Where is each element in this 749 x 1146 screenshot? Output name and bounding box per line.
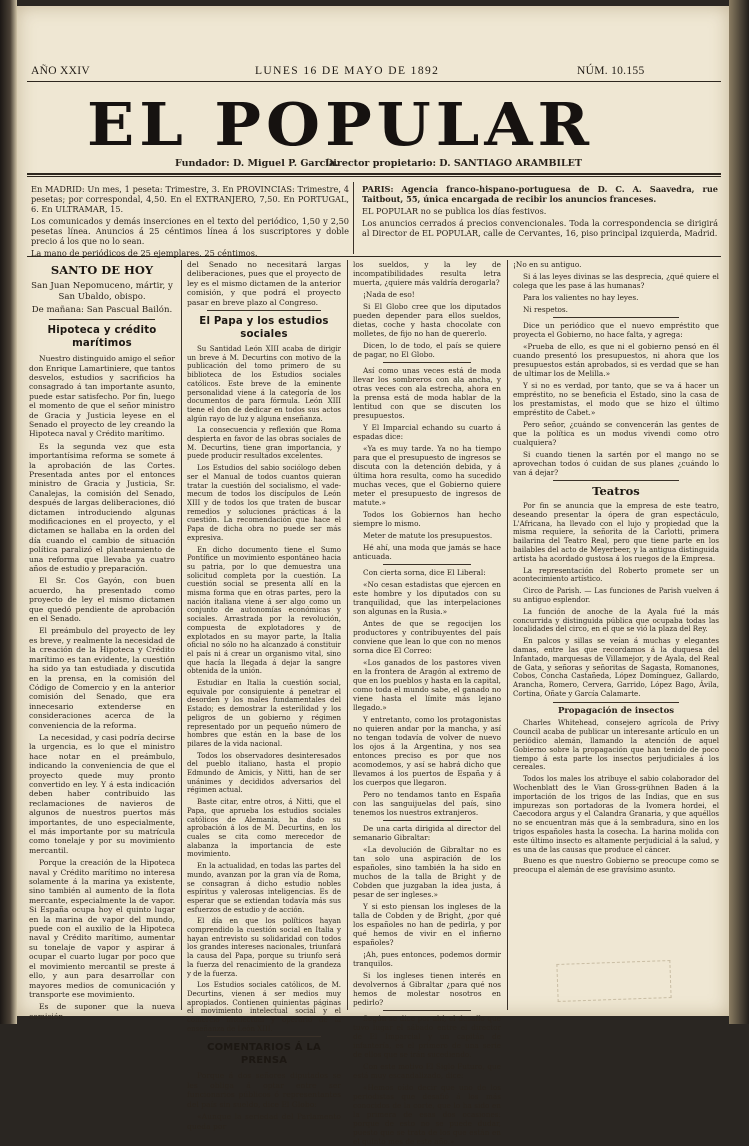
- column-2: [187, 260, 341, 1131]
- bundle-price: La mano de periódicos de 25 ejemplares, 25 céntimos.: [31, 248, 258, 258]
- issue-number: NÚM. 10.155: [577, 65, 645, 77]
- column-4: [513, 260, 719, 1012]
- theatre-paragraph: Circo de Parish. — Las funciones de Parish vuelven á su antiguo esplendor.: [513, 586, 719, 604]
- press-quote: los sueldos, y la ley de incompatibilidades resulta letra muerta, ¿quiere más valdría derogarla?: [353, 260, 501, 287]
- theatre-paragraph: En palcos y sillas se veían á muchas y elegantes damas, entre las que recordamos á la duquesa del Infantado, marquesas de Villamejor, y de Ayala, del Real de Gata, y señoras y señoritas de Sagasta, Romanones, Cobos, Concha Castañeda, López Domínguez, Gallardo, Arancha, Romero, Cervera, Garrido, López Bago, Ávila, Cortina, Oñate y García Calamarte.: [513, 636, 719, 698]
- date-label: LUNES 16 DE MAYO DE 1892: [255, 65, 440, 77]
- column-3: [353, 260, 501, 1146]
- theatre-paragraph: Por fin se anuncia que la empresa de este teatro, deseando presentar la ópera de gran espectáculo, L'Africana, ha llevado con el lujo y propiedad que la misma requiere, la señorita de la Carlotti, primera bailarina del Teatro Real, pero que tiene parte en los bailables del acto de Meyerbeer, y la antigua distinguida artista ha acordado gustosa á los ruegos de la Empresa.: [513, 501, 719, 563]
- pope-paragraph: Los Estudios sociales católicos, de M. Decurtins, vienen á ser medios muy apropiados. Contienen quinientas páginas el movimiento intelectual social y el comercio intelectual y operario de la enseñanza de León XIII.: [187, 981, 341, 1033]
- press-paragraph: Según se dice por ahí, el desafío que tuvo lugar el sábado entre el director de El Imparcial y un capitán de infantería, es el primero de una serie de ellos que se irán sucediendo.: [353, 1014, 501, 1059]
- press-paragraph: Pero señor, ¿cuándo se convencerán las gentes de que la política es un modus vivendi como otro cualquiera?: [513, 420, 719, 447]
- press-paragraph: ¡Ah, pues entonces, podemos dormir tranquilos.: [353, 950, 501, 968]
- press-paragraph: Pero no tendamos tanto en España con las sanguijuelas del país, sino tenemos los nuestros extranjeros.: [353, 790, 501, 817]
- press-paragraph: «Aunque la seriedad del Parlamento queda por: [187, 1112, 341, 1131]
- mortgage-paragraph: Es la segunda vez que esta importantísima reforma se somete á la aprobación de las Cortes. Presentada antes por el entonces ministro de Gracia y Justicia, Sr. Canalejas, la comisión del Senado, después de largas deliberaciones, dió dictamen introduciendo algunas modificaciones en el proyecto, y el dictamen se hallaba en la orden del día cuando el cambio de situación política paralizó el planteamiento de una reforma que llevaba ya cuatro años de estudio y preparación.: [29, 441, 175, 574]
- newspaper-title: EL POPULAR: [87, 89, 594, 160]
- press-paragraph: De una carta dirigida al director del semanario Gibraltar:: [353, 824, 501, 842]
- pope-paragraph: La consecuencia y reflexión que Roma despierta en favor de las obras sociales de M. Decurtins, tiene gran importancia, y puede producir resultados excelentes.: [187, 426, 341, 461]
- press-paragraph: Meter de matute los presupuestos.: [363, 531, 493, 540]
- press-paragraph: Con cierta sorna, dice El Liberal:: [363, 568, 486, 577]
- newspaper-page: [17, 6, 729, 1146]
- paris-agency: PARIS: Agencia franco-hispano-portuguesa de D. C. A. Saavedra, rue Taitbout, 55, única encargada de recibir los anuncios franceses.: [362, 184, 718, 204]
- book-binding-spine: [0, 0, 17, 1024]
- press-quote: «Prueba de ello, es que ni el gobierno pensó en él cuando presentó los presupuestos, ni ahora que los presupuestos están aprobados, si es verdad que se han de ultimar los de Melilla.»: [513, 342, 719, 378]
- article-heading-mortgage: Hipoteca y crédito marítimos: [47, 325, 157, 350]
- director-credit: Director propietario: D. SANTIAGO ARAMBILET: [325, 158, 582, 169]
- pope-paragraph: En dicho documento tiene el Sumo Pontífice un movimiento espontáneo hacia su patria, por lo que demuestra una solicitud completa por la cuestión. La cuestión social se presenta allí en la misma forma que en otras partes, pero la nación italiana viene á ser algo como un conjunto de autonomías económicas y sociales. Arrastrada por la revolución, compuesta de explotadores y de explotados en su mayor parte, la Italia oficial no sólo no ha alcanzado á constituir el país ni á crear un organismo vital, sino que hacía la llegada á dejar la sangre obtenida de la unión.: [187, 545, 341, 676]
- press-paragraph: Con este motivo El Siglo Futuro, que está muy escandalizado, dice:: [353, 1062, 501, 1080]
- column-1: [29, 260, 176, 1021]
- insects-heading: Propagación de insectos: [557, 705, 675, 716]
- press-paragraph: Todos los Gobiernos han hecho siempre lo mismo.: [353, 510, 501, 528]
- correspondence-notice: Los anuncios cerrados á precios convencionales. Toda la correspondencia se dirigirá al Director de EL POPULAR, calle de Cervantes, 16, piso principal izquierda, Madrid.: [362, 218, 718, 238]
- press-paragraph: Y entretanto, como los protagonistas no quieren andar por la mancha, y así no tengan todavía de volver de nuevo los ojos á la Argentina, y nos sea entonces preciso es por que nos acomodemos, y así se habrá dicho que llevamos á los puertos de España y á los cuerpos que llegaron.: [353, 715, 501, 787]
- mortgage-paragraph: El preámbulo del proyecto de ley es breve, y realmente la necesidad de la creación de la Hipoteca y Crédito marítimo es tan evidente, la cuestión ha sido ya tan estudiada y discutida en la prensa, en la comisión del Código de Comercio y en la anterior comisión del Senado, que era innecesario extenderse en consideraciones acerca de la conveniencia de la reforma.: [29, 626, 175, 730]
- press-paragraph: Así como unas veces está de moda llevar los sombreros con ala ancha, y otras veces con ala estrecha, ahora en la prensa está de moda hablar de la lentitud con que se discuten los presupuestos.: [353, 366, 501, 420]
- press-paragraph: Si los ingleses tienen interés en devolvernos á Gibraltar ¿para qué nos hemos de molestar nosotros en pedirlo?: [353, 971, 501, 1007]
- press-paragraph: ¡Nada de eso!: [363, 290, 415, 299]
- press-paragraph: Ni respetos.: [523, 305, 568, 314]
- library-stamp: [556, 960, 671, 1002]
- agency-info: [362, 184, 718, 240]
- theatre-paragraph: La función de anoche de la Ayala fué la más concurrida y distinguida pública que ocupaba todas las localidades del circo, en el que se vió la plaza del Rey.: [513, 606, 719, 634]
- holiday-notice: EL POPULAR no se publica los días festivos.: [362, 206, 547, 216]
- pope-paragraph: El día en que los políticos hayan comprendido la cuestión social en Italia y hayan entrevisto su solidaridad con todos los grandes intereses nacionales, triunfará la causa del Papa, porque su triunfo será la fuerza del renacimiento de la grandeza y de la fuerza.: [187, 917, 341, 978]
- saint-heading: SANTO DE HOY: [50, 263, 154, 277]
- mortgage-paragraph: Porque la creación de la Hipoteca naval y Crédito marítimo no interesa solamente á la marina ya existente, sino también al aumento de la flota mercante, especialmente la de vapor. Si España ocupa hoy el quinto lugar en la marina de vapor del mundo, puede con el auxilio de la Hipoteca naval y Crédito marítimo, aumentar su tonelaje de vapor y aspirar á ocupar el cuarto lugar por poco que el movimiento mercantil se preste á ello, y aun para desarrollar con mayores medios de comunicación y transporte ese movimiento.: [29, 858, 175, 999]
- mortgage-paragraph: Nuestro distinguido amigo el señor don Enrique Lamartiniere, que tantos desvelos, estudios y sacrificios ha consagrado á tan importante asunto, puede estar satisfecho. Por fin, luego el momento de que el señor ministro de Gracia y Justicia leyese en el Senado el proyecto de ley creando la Hipoteca naval y Crédito marítimo.: [29, 354, 176, 439]
- press-quote: «Hemos oído decir que uno de los periodistas que desafió á los más conocidos de la corte, que lo ha sido en la primera de esas dos ocasiones: porque de esto no se puede dudar, puesto que se trata de los que están en el quinto mes de este año.»: [353, 1083, 501, 1146]
- article-heading-press: COMENTARIOS Á LA PRENSA: [207, 1042, 321, 1067]
- press-paragraph: Para los valientes no hay leyes.: [523, 293, 639, 302]
- saint-tomorrow: De mañana: San Pascual Bailón.: [31, 305, 173, 316]
- press-paragraph: Hé ahí, una moda que jamás se hace anticuada.: [353, 543, 501, 561]
- year-label: AÑO XXIV: [31, 65, 90, 77]
- press-paragraph: Antes de que se regocijen los productores y contribuyentes del país conviene que lean lo que con no menos sorna dice El Correo:: [353, 619, 501, 655]
- saint-text: San Juan Nepomuceno, mártir, y San Ubaldo, obispo.: [31, 281, 173, 302]
- press-paragraph: Dice un periódico que el nuevo empréstito que proyecta el Gobierno, no hace falta, y agrega:: [513, 321, 719, 339]
- press-paragraph: ¡No en su antiguo.: [513, 260, 582, 269]
- mortgage-paragraph: El Sr. Cos Gayón, con buen acuerdo, ha presentado como proyecto de ley el mismo dictamen que quedó pendiente de aprobación en el Senado.: [29, 576, 175, 624]
- press-paragraph: Y si esto piensan los ingleses de la talla de Cobden y de Bright, ¿por qué los españoles no han de pedirla, y por qué hemos de vivir en el infierno españoles?: [353, 902, 501, 947]
- press-quote: «Los ganados de los pastores viven en la frontera de Aragón al extremo de que en los pueblos y hasta en la capital, como toda el mundo sabe, el ganado no viene hasta el límite más lejano llegado.»: [353, 658, 501, 712]
- article-heading-pope: El Papa y los estudios sociales: [199, 316, 329, 341]
- press-paragraph: Porque á dos señores diputados se les obliga á optar entre ser funcionarios públicos ó representantes del país sin sueldo, dice El Globo:: [187, 1071, 341, 1109]
- founder-credit: Fundador: D. Miguel P. García.: [175, 158, 339, 169]
- press-quote: «Ya es muy tarde. Ya no ha tiempo para que el presupuesto de ingresos se discuta con la detención debida, y á última hora resulta, como ha sucedido muchas veces, que el Gobierno quiere meter el presupuesto de ingresos de matute.»: [353, 444, 501, 507]
- press-paragraph: Y si no es verdad, por tanto, que se va á hacer un empréstito, no se beneficia el Estado, sino la casa de los prestamistas, el modo que se hizo el último empréstito de Cabet.»: [513, 381, 719, 417]
- pope-paragraph: Estudiar en Italia la cuestión social, equivale por consiguiente á penetrar el desorden y los males fundamentales del Estado; es demostrar la esterilidad y los peligros de un gobierno y régimen representado por un pequeño número de hombres que están en la base de los pilares de la vida nacional.: [187, 679, 341, 748]
- subscription-info: [31, 184, 349, 260]
- press-paragraph: Si cuando tienen la sartén por el mango no se aprovechan todos ó cuidan de sus planes ¿cuándo lo van á dejar?: [513, 450, 719, 477]
- mortgage-paragraph: Es de suponer que la nueva comisión: [29, 1002, 175, 1021]
- pope-paragraph: En la actualidad, en todas las partes del mundo, avanzan por la gran vía de Roma, se consagran á dicho estudio nobles espíritus y valerosas inteligencias. Es de esperar que se extiendan todavía más sus esfuerzos de estudio y de acción.: [187, 862, 341, 914]
- theatre-heading: Teatros: [592, 484, 640, 498]
- theatre-paragraph: La representación del Roberto promete ser un acontecimiento artístico.: [513, 565, 719, 584]
- pope-paragraph: Todos los observadores desinteresados del pueblo italiano, hasta el propio Edmundo de Amicis, y Nitti, han de ser unánimes y decididos adversarios del régimen actual.: [187, 751, 341, 795]
- pope-paragraph: Los Estudios del sabio sociólogo deben ser el Manual de todos cuantos quieran tratar la cuestión del socialismo, el vade-mecum de todos los discípulos de León XIII y de todos los que traten de buscar remedios y soluciones prácticas á la cuestión. La recomendación que hace el Papa de dicha obra no puede ser más expresiva.: [187, 464, 341, 542]
- insects-paragraph: Charles Whitehead, consejero agrícola de Privy Council acaba de publicar un interesante artículo en un periódico alemán, llamando la atención de aquel Gobierno sobre la propagación que han tenido de poco tiempo á esta parte los insectos perjudiciales á los cereales.: [513, 718, 719, 772]
- senate-paragraph: del Senado no necesitará largas deliberaciones, pues que el proyecto de ley es el mismo dictamen de la anterior comisión, y que podrá el proyecto pasar en breve plazo al Congreso.: [187, 260, 341, 307]
- next-page-edge: [729, 0, 749, 1024]
- insects-paragraph: Bueno es que nuestro Gobierno se preocupe como se preocupa el alemán de ese gravísimo asunto.: [513, 856, 719, 875]
- press-quote: «No cesan estadistas que ejercen en este hombre y los diputados con su tranquilidad, que las interpelaciones son algunas en la Rusia.»: [353, 580, 501, 616]
- press-paragraph: Y El Imparcial echando su cuarto á espadas dice:: [353, 423, 501, 441]
- insertion-prices: Los comunicados y demás inserciones en el texto del periódico, 1,50 y 2,50 pesetas línea. Anuncios á 25 céntimos línea á los suscriptores y doble precio á los que no lo sean.: [31, 216, 349, 246]
- insects-paragraph: Todos los males los atribuye el sabio colaborador del Wochenblatt des le Vian Gross-grühnen Baden á la importación de los trigos de las Indias, que en sus impurezas son portadoras de la Ivomera hordei, el Caecodora argus y el Calandra Granaria, y que aquéllos no se encuentran más que á la sembradura, sino en los trigos españoles hasta la cosecha. La harina molida con este último insecto es altamente perjudicial á la salud, y es una de las causas que produce el cáncer.: [513, 774, 719, 854]
- mortgage-paragraph: La necesidad, y casi podría decirse la urgencia, es lo que el ministro hace notar en el preámbulo, indicando la conveniencia de que el proyecto quede muy pronto convertido en ley. Y á esta indicación deben haber contribuido las reclamaciones de navieros de algunos de nuestros puertos más importantes, de uno especialmente, el más importante por su matrícula como tonelaje y por su movimiento mercantil.: [29, 732, 175, 855]
- subscription-prices: En MADRID: Un mes, 1 peseta: Trimestre, 3. En PROVINCIAS: Trimestre, 4 pesetas; por correspondal, 4,50. En el EXTRANJERO, 7,50. En PORTUGAL, 6. En ULTRAMAR, 15.: [31, 184, 349, 214]
- press-paragraph: Si El Globo cree que los diputados pueden depender para ellos sueldos, dietas, coche y hasta chocolate con molletes, de fijo no han de quererlo.: [353, 302, 501, 338]
- press-paragraph: Dicen, lo de todo, el país se quiere de pagar, no El Globo.: [353, 341, 501, 359]
- press-paragraph: Si á las leyes divinas se las desprecia, ¿qué quiere el colega que les pase á las humanas?: [513, 272, 719, 290]
- pope-paragraph: Baste citar, entre otros, á Nitti, que el Papa, que aprueba los estudios sociales católicos de Alemania, ha dado su aprobación á los de M. Decurtins, en los cuales se cita como merecedor de alabanza la importancia de este movimiento.: [187, 798, 341, 859]
- pope-paragraph: Su Santidad León XIII acaba de dirigir un breve á M. Decurtins con motivo de la publicación del tomo primero de su biblioteca de los Estudios sociales católicos. Este breve de la eminente personalidad viene á la categoría de los documentos de para fórmula. León XIII tiene el don de dedicar en todos sus actos algún rayo de luz y alguna enseñanza.: [187, 345, 341, 423]
- press-quote: «La devolución de Gibraltar no es tan solo una aspiración de los españoles, sino también la ha sido en muchos de la talla de Bright y de Cobden que juzgaban la idea justa, á pesar de ser ingleses.»: [353, 845, 501, 899]
